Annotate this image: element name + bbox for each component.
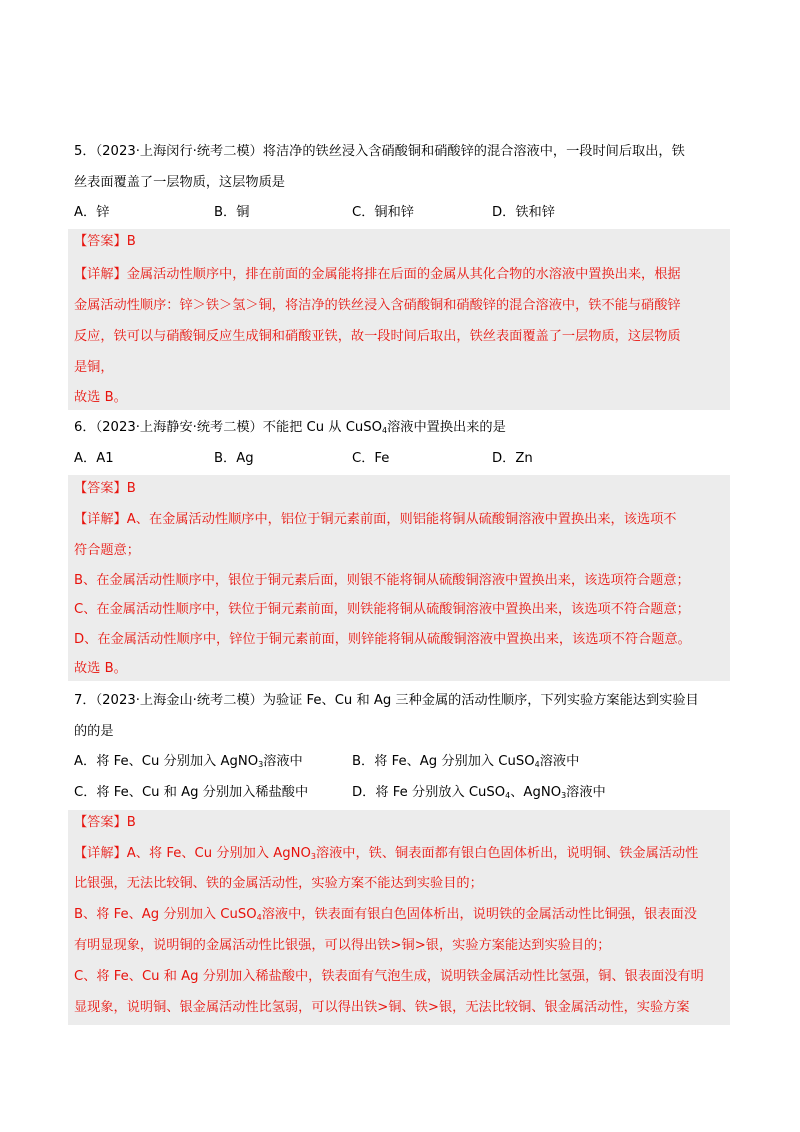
q7-explanation-line-2: 比银强，无法比较铜、铁的金属活动性，实验方案不能达到实验目的； <box>74 876 483 891</box>
q7-option-b-text: B．将 Fe、Ag 分别加入 CuSO <box>352 754 535 769</box>
q7-option-d-text: D．将 Fe 分别放入 CuSO <box>352 785 506 800</box>
q7-option-d <box>352 784 606 802</box>
q7-explanation-line-6: 显现象，说明铜、银金属活动性比氢弱，可以得出铁>铜、铁>银，无法比较铜、银金属活动性，实验方案 <box>74 1000 690 1015</box>
q7-explanation-line-1-subscript: 3 <box>310 852 316 861</box>
q5-option-a: A．锌 <box>74 205 110 220</box>
q7-option-a <box>74 753 303 771</box>
q7-option-d-subscript-2: 3 <box>561 791 567 800</box>
q7-explanation-line-1-text: 【详解】A、将 Fe、Cu 分别加入 AgNO <box>74 846 311 861</box>
q6-stem-part-1: 6．（2023·上海静安·统考二模）不能把 Cu 从 CuSO <box>74 420 383 435</box>
q7-option-a-text-end: 溶液中 <box>263 754 303 769</box>
q6-stem-subscript: 4 <box>382 426 388 435</box>
q6-explanation-line-3: B、在金属活动性顺序中，银位于铜元素后面，则银不能将铜从硫酸铜溶液中置换出来，该选项符合题意； <box>74 573 690 588</box>
q5-stem-line-2: 丝表面覆盖了一层物质，这层物质是 <box>74 175 285 190</box>
q6-option-b: B．Ag <box>214 451 254 466</box>
q7-option-d-subscript-1: 4 <box>505 791 511 800</box>
q6-stem <box>74 419 506 437</box>
q7-option-d-text-end: 溶液中 <box>566 785 606 800</box>
q6-stem-part-2: 溶液中置换出来的是 <box>387 420 506 435</box>
q7-option-a-subscript: 3 <box>258 760 264 769</box>
q6-option-a: A．A1 <box>74 451 114 466</box>
q7-explanation-line-3-text: B、将 Fe、Ag 分别加入 CuSO <box>74 907 257 922</box>
q5-option-d: D．铁和锌 <box>492 205 555 220</box>
q6-explanation-line-4: C、在金属活动性顺序中，铁位于铜元素前面，则铁能将铜从硫酸铜溶液中置换出来，该选项不符合题意； <box>74 602 690 617</box>
q6-explanation-line-2: 符合题意； <box>74 543 140 558</box>
q5-explanation-line-5: 故选 B。 <box>74 390 127 405</box>
q5-explanation-line-1: 【详解】金属活动性顺序中，排在前面的金属能将排在后面的金属从其化合物的水溶液中置换出来，根据 <box>74 267 681 282</box>
q7-explanation-line-5: C、将 Fe、Cu 和 Ag 分别加入稀盐酸中，铁表面有气泡生成，说明铁金属活动性比氢强，铜、银表面没有明 <box>74 969 704 984</box>
q7-explanation-line-1 <box>74 845 698 863</box>
q7-option-a-text: A．将 Fe、Cu 分别加入 AgNO <box>74 754 259 769</box>
q7-stem-line-1: 7．（2023·上海金山·统考二模）为验证 Fe、Cu 和 Ag 三种金属的活动性顺序，下列实验方案能达到实验目 <box>74 693 699 708</box>
q7-option-c: C．将 Fe、Cu 和 Ag 分别加入稀盐酸中 <box>74 785 309 800</box>
q5-explanation-line-2: 金属活动性顺序：锌＞铁＞氢＞铜，将洁净的铁丝浸入含硝酸铜和硝酸锌的混合溶液中，铁不能与硝酸锌 <box>74 298 681 313</box>
q7-stem-line-2: 的的是 <box>74 724 114 739</box>
q7-explanation-line-3 <box>74 906 697 924</box>
q6-explanation-line-1: 【详解】A、在金属活动性顺序中，铝位于铜元素前面，则铝能将铜从硫酸铜溶液中置换出来，该选项不 <box>74 512 677 527</box>
q6-explanation-line-5: D、在金属活动性顺序中，锌位于铜元素前面，则锌能将铜从硫酸铜溶液中置换出来，该选项不符合题意。 <box>74 632 691 647</box>
q5-explanation-line-4: 是铜， <box>74 360 114 375</box>
q6-option-c: C．Fe <box>352 451 390 466</box>
q7-option-b-text-end: 溶液中 <box>539 754 580 769</box>
q7-option-b <box>352 753 579 771</box>
q7-option-b-subscript: 4 <box>534 760 540 769</box>
q7-explanation-line-3-text-end: 溶液中，铁表面有银白色固体析出，说明铁的金属活动性比铜强，银表面没 <box>261 907 697 922</box>
q6-option-d: D．Zn <box>492 451 533 466</box>
q7-explanation-line-1-text-end: 溶液中，铁、铜表面都有银白色固体析出，说明铜、铁金属活动性 <box>315 846 699 861</box>
q6-answer: 【答案】B <box>74 481 136 496</box>
q5-answer: 【答案】B <box>74 234 136 249</box>
q7-explanation-line-3-subscript: 4 <box>256 913 262 922</box>
q5-answer-block <box>68 229 730 410</box>
q7-option-d-text-mid: 、AgNO <box>510 785 562 800</box>
q7-explanation-line-4: 有明显现象，说明铜的金属活动性比银强，可以得出铁>铜>银，实验方案能达到实验目的； <box>74 938 611 953</box>
q5-option-c: C．铜和锌 <box>352 205 414 220</box>
q5-option-b: B．铜 <box>214 205 250 220</box>
q6-explanation-line-6: 故选 B。 <box>74 661 127 676</box>
q7-answer: 【答案】B <box>74 815 136 830</box>
q5-explanation-line-3: 反应，铁可以与硝酸铜反应生成铜和硝酸亚铁，故一段时间后取出，铁丝表面覆盖了一层物质，这层物质 <box>74 329 681 344</box>
q5-stem-line-1: 5．（2023·上海闵行·统考二模）将洁净的铁丝浸入含硝酸铜和硝酸锌的混合溶液中，一段时间后取出，铁 <box>74 144 685 159</box>
